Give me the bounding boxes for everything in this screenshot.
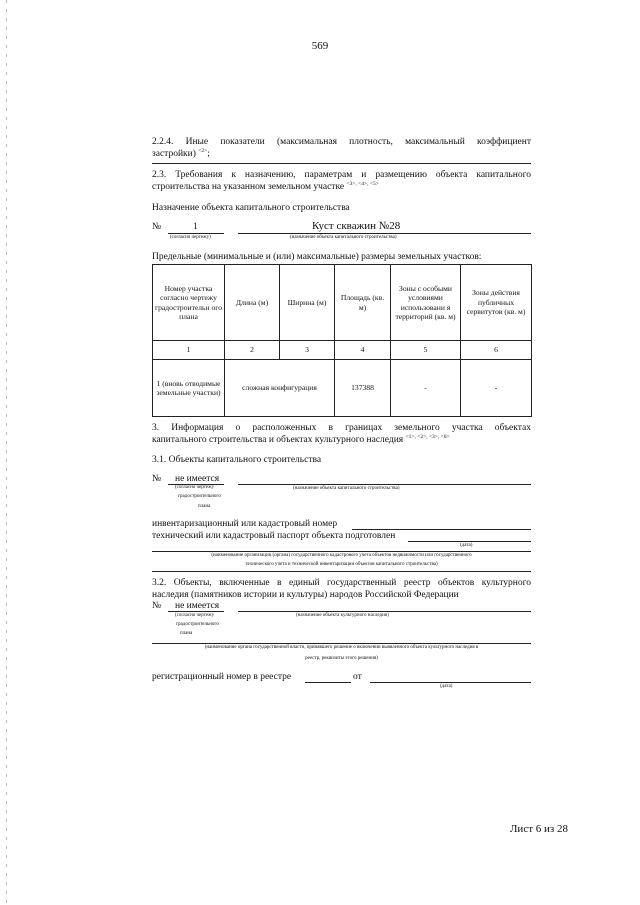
table-col-number: 2	[225, 341, 280, 360]
s31-caption-left2: градостроительного	[178, 494, 221, 499]
section-23-line2: строительства на указанном земельном участке $^{<3>, <4>, <5>}$	[152, 180, 379, 192]
table-header-cell: Ширина (м)	[280, 265, 335, 341]
registry-number-line	[305, 682, 351, 683]
table-number-row	[153, 341, 532, 360]
section-224-line1: 2.2.4. Иные показатели (максимальная плотность, максимальный коэффициент	[152, 137, 532, 147]
section-23-line1: 2.3. Требования к назначению, параметрам и размещению объекта капитального	[152, 170, 531, 180]
table-header-cell: Зоны с особыми условиями использовани я территорий (кв. м)	[391, 265, 461, 341]
sheet-footer: Лист 6 из 28	[509, 823, 568, 835]
table-header-row	[153, 265, 532, 341]
table-col-number: 4	[335, 341, 391, 360]
zones-cell: -	[391, 360, 461, 417]
purpose-name-line	[238, 233, 531, 234]
s32-caption-left2: градостроительного	[176, 622, 219, 627]
purpose-caption-left: (согласно чертежу)	[170, 235, 211, 240]
s32-caption-right: (назначение объекта культурного наследия)	[296, 613, 389, 618]
section-3-line2: капитального строительства и объектах культурного наследия $^{<1>, <2>, <3>, <6>}$	[152, 433, 450, 445]
passport-date-caption: (дата)	[460, 543, 473, 548]
org-caption-line2: технического учета и технической инвентаризации объектов капитального строительства)	[245, 562, 438, 567]
registry-date-line	[370, 682, 531, 683]
purpose-heading: Назначение объекта капитального строительства	[152, 203, 350, 213]
dimensions-cell: сложная конфигурация	[225, 360, 335, 417]
section-31-heading: 3.1. Объекты капитального строительства	[152, 455, 322, 465]
inventory-label: инвентаризационный или кадастровый номер	[152, 519, 338, 529]
scan-edge	[6, 0, 7, 905]
s31-caption-left3: плана	[198, 504, 211, 509]
org-caption-line1: (наименование организации (органа) государственного кадастрового учета объектов недвижимости или государственного	[211, 553, 472, 558]
org-line	[152, 551, 531, 552]
purpose-caption-right: (назначение объекта капитального строительства)	[290, 235, 397, 240]
easements-cell: -	[461, 360, 532, 417]
section-32-line2: наследия (памятников истории и культуры) народов Российской Федерации	[152, 590, 459, 600]
purpose-no-sign: №	[152, 222, 162, 232]
s32-name-line	[238, 611, 531, 612]
limits-heading: Предельные (минимальные и (или) максимальные) размеры земельных участков:	[152, 252, 482, 262]
s32-caption-left3: плана	[180, 631, 193, 636]
registry-from-label: от	[353, 672, 362, 682]
divider	[152, 163, 531, 164]
table-col-number: 5	[391, 341, 461, 360]
registry-label: регистрационный номер в реестре	[152, 672, 292, 682]
authority-caption-line2: реестр, реквизиты этого решения)	[305, 656, 378, 661]
table-col-number: 3	[280, 341, 335, 360]
area-cell: 137388	[335, 360, 391, 417]
s31-name-line	[238, 484, 531, 485]
divider	[152, 571, 531, 572]
s32-caption-left1: (согласно чертежу	[175, 613, 215, 618]
authority-line	[152, 643, 531, 644]
table-col-number: 6	[461, 341, 532, 360]
s32-value: не имеется	[175, 601, 220, 611]
authority-caption-line1: (наименование органа государственной власти, принявшего решение о включении выявленного объекта культурного наследия в	[204, 645, 479, 650]
table-col-number: 1	[153, 341, 225, 360]
registry-date-caption: (дата)	[440, 684, 453, 689]
section-224-line2: застройки) $^{<2>}$;	[152, 147, 210, 159]
table-header-cell: Площадь (кв. м)	[335, 265, 391, 341]
page-number: 569	[311, 40, 329, 52]
plot-number-cell: 1 (вновь отводимые земельные участки)	[153, 360, 225, 417]
s31-no-sign: №	[152, 474, 162, 484]
table-header-cell: Длина (м)	[225, 265, 280, 341]
s32-number-line	[168, 611, 224, 612]
table-header-cell: Номер участка согласно чертежу градостроительн ого плана	[153, 265, 225, 341]
s31-caption-left1: (согласно чертежу	[175, 485, 215, 490]
purpose-name: Куст скважин №28	[312, 220, 401, 232]
passport-line	[408, 541, 531, 542]
s31-value: не имеется	[175, 474, 220, 484]
table-row	[153, 360, 532, 417]
section-32-line1: 3.2. Объекты, включенные в единый государственный реестр объектов культурного	[152, 578, 531, 588]
table-header-cell: Зоны действия публичных сервитутов (кв. м)	[461, 265, 532, 341]
passport-label: технический или кадастровый паспорт объекта подготовлен	[152, 531, 396, 541]
purpose-number: 1	[193, 222, 198, 232]
land-plot-table	[152, 264, 532, 417]
s31-caption-right: (назначение объекта капитального строительства)	[293, 486, 400, 491]
s32-no-sign: №	[152, 601, 162, 611]
purpose-number-line	[168, 233, 224, 234]
section-3-line1: 3. Информация о расположенных в границах земельного участка объектах	[152, 423, 531, 433]
